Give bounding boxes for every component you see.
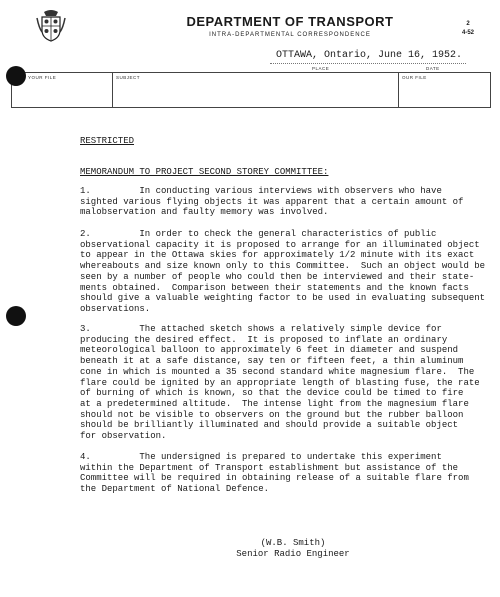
form-number-main: 2 (466, 21, 470, 27)
subject-label: SUBJECT (116, 75, 141, 80)
file-subject-box (11, 72, 491, 108)
paragraph-3: 3. The attached sketch shows a relatively simple device for producing the desired effect. It is proposed to inflate an ordinary meteorological balloon to approximately 6 feet in diameter and suspend beneath it at a safe distance, say ten or fifteen feet, a thin aluminum cone in which is mounted a 35 second standard white magnesium flare. The flare could be ignited by an appropriate length of blasting fuse, the rate of burning of which is known, so that the device could be timed to fire at a predetermined altitude. The intense light from the magnesium flare should not be visible to observers on the ground but the rubber balloon should be brilliantly illuminated and should provide a suitable object for observation. (80, 324, 480, 442)
paragraph-1: 1. In conducting various interviews with observers who have sighted various flying objects it was apparent that a certain amount of malobservation and faulty memory was involved. (80, 186, 464, 218)
memo-to-line: MEMORANDUM TO PROJECT SECOND STOREY COMMITTEE: (80, 167, 329, 177)
department-title: DEPARTMENT OF TRANSPORT (186, 14, 394, 29)
correspondence-subtitle: INTRA-DEPARTMENTAL CORRESPONDENCE (209, 32, 371, 38)
date-label: DATE (426, 66, 440, 71)
signature-name: (W.B. Smith) (260, 538, 326, 548)
signature-title: Senior Radio Engineer (236, 549, 350, 559)
place-date: OTTAWA, Ontario, June 16, 1952. (276, 50, 463, 61)
our-file-label: OUR FILE (402, 75, 427, 80)
punch-hole (6, 66, 26, 86)
paragraph-4: 4. The undersigned is prepared to undertake this experiment within the Department of Transport establishment but assistance of the Committee will be required in obtaining release of a suitable flare from the Department of National Defence. (80, 452, 469, 495)
punch-hole (6, 306, 26, 326)
your-file-label: YOUR FILE (28, 75, 57, 80)
paragraph-2: 2. In order to check the general characteristics of public observational capacity it is proposed to arrange for an illuminated object to appear in the Ottawa skies for approximately 1/2 minute with its exact whereabouts and size known only to this Committee. Such an object would be seen by a number of people who could then be interviewed and their state- ments obtained. Comparison between their statements and the known facts should give a valuable weighting factor to be used in evaluating subsequent observations. (80, 229, 486, 314)
form-number (454, 20, 482, 38)
place-label: PLACE (312, 66, 330, 71)
form-number-code: 4-52 (461, 30, 474, 36)
place-date-dotted-line (270, 63, 466, 64)
crest-icon (36, 8, 66, 42)
classification: RESTRICTED (80, 136, 135, 146)
